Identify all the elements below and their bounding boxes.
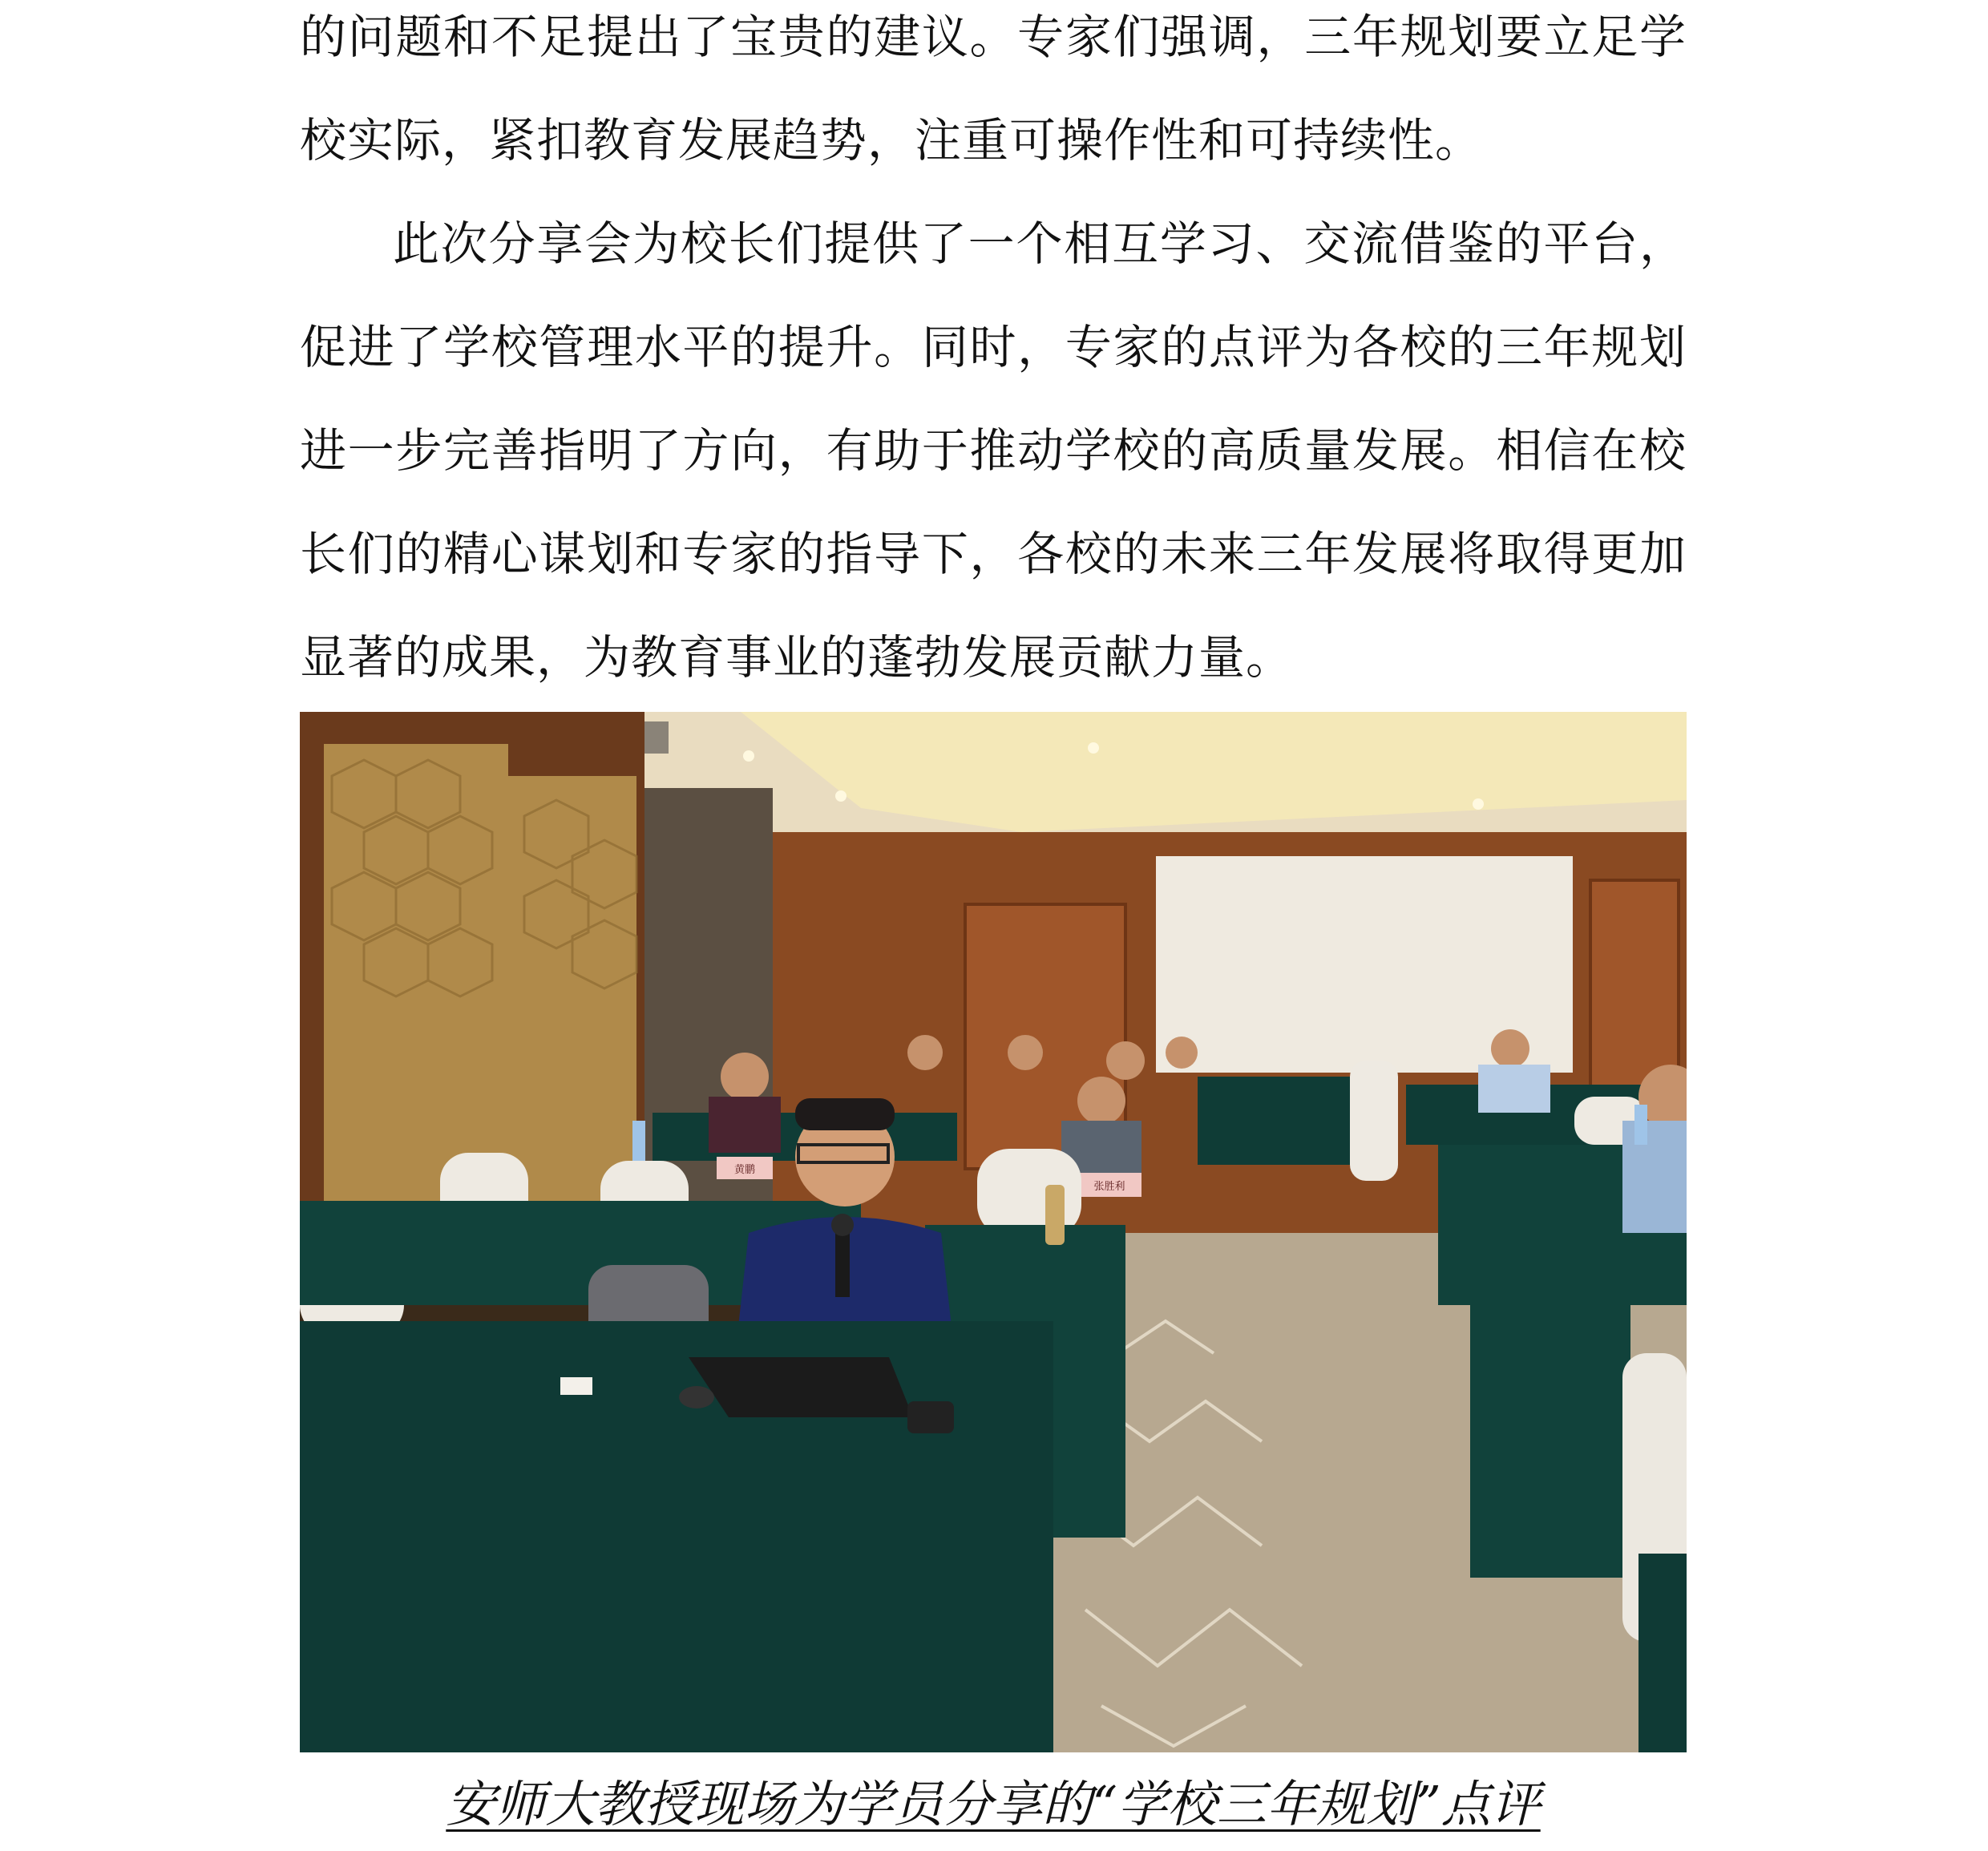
table-right-column (1470, 1249, 1630, 1578)
nameplate-text: 黄鹏 (733, 1164, 756, 1176)
water-bottle (632, 1121, 645, 1161)
attendee-body (1478, 1065, 1550, 1113)
attendee-head (1166, 1037, 1198, 1069)
photo-caption: 安师大教授现场为学员分享的“学校三年规划”点评 (446, 1775, 1541, 1833)
attendee-body (709, 1097, 781, 1153)
table-back-center (1198, 1077, 1358, 1165)
chair (1350, 1061, 1398, 1181)
paragraph-summary: 此次分享会为校长们提供了一个相互学习、交流借鉴的平台，促进了学校管理水平的提升。同时，专家的点评为各校的三年规划进一步完善指明了方向，有助于推动学校的高质量发展。相信在校长们的精心谋划和专家的指导下，各校的未来三年发展将取得更加显著的成果，为教育事业的蓬勃发展贡献力量。 (300, 216, 1687, 685)
microphone-head (831, 1214, 854, 1236)
attendee-head (721, 1053, 769, 1101)
attendee-head (1106, 1041, 1145, 1080)
paragraph-continued: 的问题和不足提出了宝贵的建议。专家们强调，三年规划要立足学校实际，紧扣教育发展趋势，注重可操作性和可持续性。 (300, 10, 1687, 168)
ceiling-light (743, 750, 754, 762)
attendee-head (1008, 1035, 1043, 1070)
speaker-hair (795, 1098, 895, 1130)
attendee-head (1491, 1029, 1529, 1068)
attendee-body (1622, 1121, 1687, 1233)
ceiling-light (835, 790, 847, 802)
phone (907, 1401, 954, 1433)
tea-cup (1045, 1185, 1065, 1245)
ceiling-light (1473, 798, 1484, 810)
table-front (300, 1321, 1053, 1752)
attendee-head (907, 1035, 943, 1070)
meeting-room-illustration (300, 712, 1687, 1752)
hexagon-panel (508, 776, 636, 1225)
body-text (300, 0, 1687, 709)
ceiling-light (1088, 742, 1099, 754)
nameplate-text: 张胜利 (1093, 1181, 1125, 1193)
water-bottle (1634, 1105, 1647, 1145)
tissue (560, 1377, 592, 1395)
meeting-room-photo (300, 712, 1687, 1752)
chair (977, 1149, 1081, 1237)
table-right-front (1638, 1554, 1687, 1752)
mouse (679, 1386, 714, 1408)
attendee-head (1077, 1077, 1125, 1125)
